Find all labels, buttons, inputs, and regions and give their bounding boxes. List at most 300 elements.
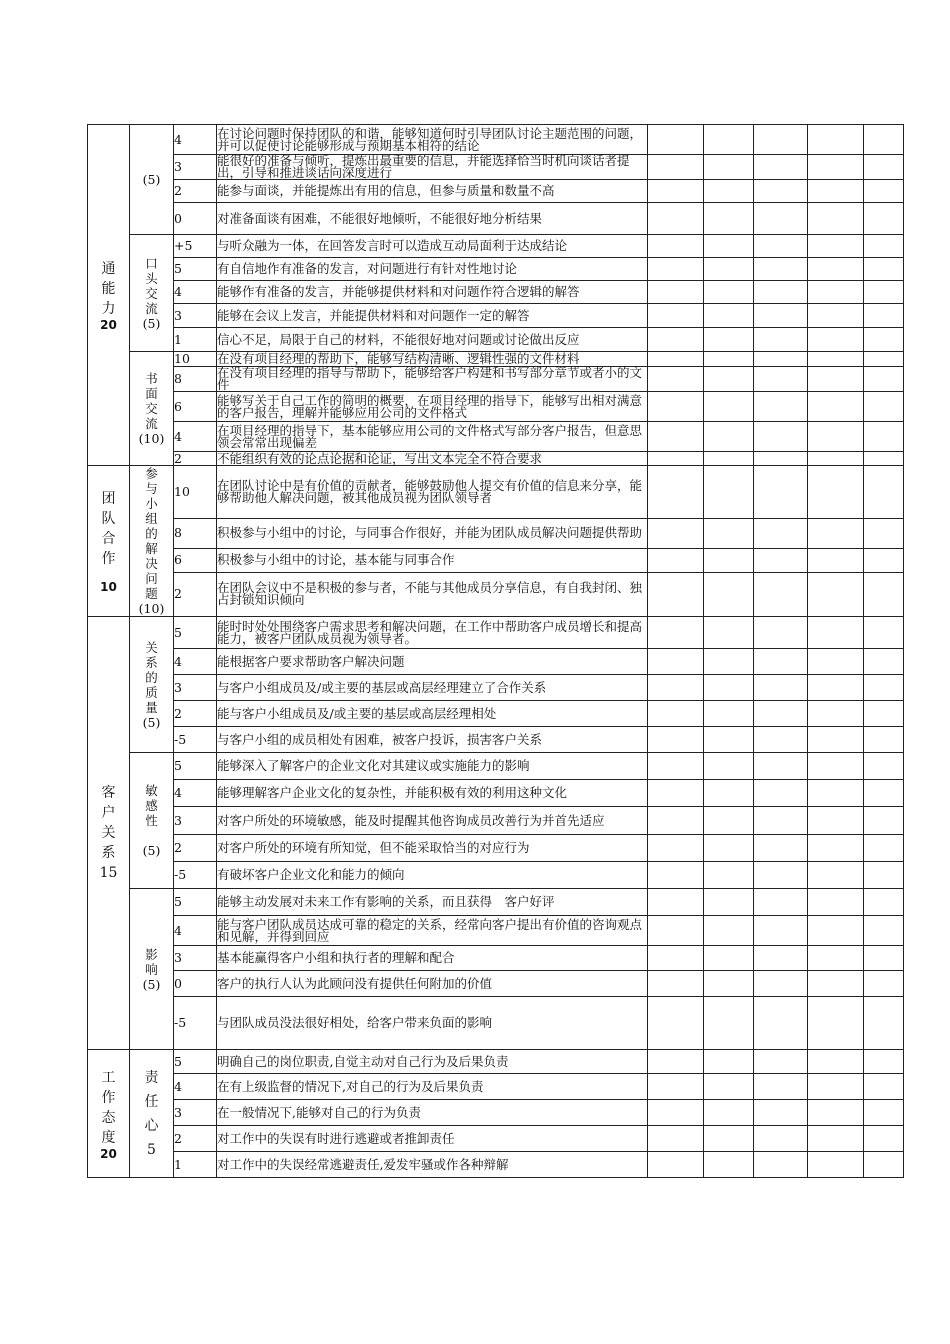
rating-cell[interactable] — [754, 422, 808, 452]
rating-cell[interactable] — [808, 452, 864, 466]
subcategory-cell — [130, 617, 174, 753]
rating-cell[interactable] — [648, 258, 704, 281]
rating-cell[interactable] — [754, 367, 808, 392]
description-cell: 能够作有准备的发言，并能够提供材料和对问题作符合逻辑的解答 — [217, 281, 648, 304]
rating-cell[interactable] — [704, 617, 754, 649]
rating-cell[interactable] — [808, 997, 864, 1050]
rating-cell[interactable] — [754, 1152, 808, 1178]
rating-cell[interactable] — [808, 753, 864, 780]
score-cell: 3 — [174, 1100, 217, 1126]
description-cell: 明确自己的岗位职责,自觉主动对自己行为及后果负责 — [217, 1050, 648, 1074]
rating-cell[interactable] — [648, 997, 704, 1050]
table-row — [88, 518, 904, 548]
rating-cell[interactable] — [808, 281, 864, 304]
rating-cell[interactable] — [808, 392, 864, 422]
score-cell: 3 — [174, 304, 217, 328]
rating-cell[interactable] — [648, 281, 704, 304]
rating-cell[interactable] — [864, 258, 904, 281]
table-row — [88, 548, 904, 572]
rating-cell[interactable] — [704, 367, 754, 392]
rating-cell[interactable] — [864, 753, 904, 780]
rating-cell[interactable] — [648, 203, 704, 235]
rating-cell[interactable] — [864, 807, 904, 835]
table-row — [88, 889, 904, 916]
rating-cell[interactable] — [808, 304, 864, 328]
rating-cell[interactable] — [864, 835, 904, 862]
rating-cell[interactable] — [704, 971, 754, 997]
subcategory-label: 敏 感 性 (5) — [142, 783, 161, 858]
rating-cell[interactable] — [754, 235, 808, 258]
rating-cell[interactable] — [864, 675, 904, 701]
category-score: 20 — [100, 318, 117, 332]
category-score: 20 — [100, 1146, 117, 1161]
rating-cell[interactable] — [704, 727, 754, 753]
score-cell: 3 — [174, 675, 217, 701]
score-cell: 0 — [174, 203, 217, 235]
rating-cell[interactable] — [754, 304, 808, 328]
rating-cell[interactable] — [754, 1126, 808, 1152]
rating-cell[interactable] — [704, 997, 754, 1050]
rating-cell[interactable] — [864, 889, 904, 916]
description-cell: 在讨论问题时保持团队的和谐，能够知道何时引导团队讨论主题范围的问题，并可以促使讨论能够形成与预期基本相符的结论 — [217, 125, 648, 155]
table-row — [88, 180, 904, 203]
rating-cell[interactable] — [864, 466, 904, 519]
rating-cell[interactable] — [808, 328, 864, 352]
rating-cell[interactable] — [648, 155, 704, 180]
score-cell: 0 — [174, 971, 217, 997]
category-score: 10 — [100, 580, 117, 594]
description-cell: 在一般情况下,能够对自己的行为负责 — [217, 1100, 648, 1126]
table-row — [88, 946, 904, 971]
rating-cell[interactable] — [864, 1100, 904, 1126]
rating-cell[interactable] — [808, 518, 864, 548]
score-cell: 5 — [174, 258, 217, 281]
table-row — [88, 835, 904, 862]
rating-cell[interactable] — [808, 548, 864, 572]
rating-cell[interactable] — [648, 392, 704, 422]
score-cell: 4 — [174, 916, 217, 946]
score-cell: 4 — [174, 780, 217, 807]
rating-cell[interactable] — [704, 452, 754, 466]
rating-cell[interactable] — [864, 1050, 904, 1074]
description-cell: 能很好的准备与倾听，提炼出最重要的信息，并能选择恰当时机向谈话者提出，引导和推进谈话向深度进行 — [217, 155, 648, 180]
rating-cell[interactable] — [648, 1050, 704, 1074]
category-cell — [88, 617, 130, 1050]
rating-cell[interactable] — [808, 180, 864, 203]
rating-cell[interactable] — [808, 835, 864, 862]
rating-cell[interactable] — [648, 753, 704, 780]
rating-cell[interactable] — [808, 125, 864, 155]
description-cell: 对工作中的失误经常逃避责任,爱发牢骚或作各种辩解 — [217, 1152, 648, 1178]
subcategory-cell — [130, 1050, 174, 1178]
rating-cell[interactable] — [704, 281, 754, 304]
score-cell: 4 — [174, 1074, 217, 1100]
table-body — [88, 125, 904, 1178]
description-cell: 客户的执行人认为此顾问没有提供任何附加的价值 — [217, 971, 648, 997]
rating-cell[interactable] — [648, 367, 704, 392]
score-cell: -5 — [174, 862, 217, 889]
rating-cell[interactable] — [864, 862, 904, 889]
subcategory-label: 书 面 交 流 (10) — [138, 371, 165, 446]
rating-cell[interactable] — [754, 548, 808, 572]
description-cell: 能够深入了解客户的企业文化对其建议或实施能力的影响 — [217, 753, 648, 780]
rating-cell[interactable] — [864, 180, 904, 203]
score-cell: 10 — [174, 466, 217, 519]
rating-cell[interactable] — [808, 258, 864, 281]
rating-cell[interactable] — [704, 422, 754, 452]
rating-cell[interactable] — [704, 701, 754, 727]
description-cell: 与客户小组的成员相处有困难，被客户投诉，损害客户关系 — [217, 727, 648, 753]
description-cell: 有破坏客户企业文化和能力的倾向 — [217, 862, 648, 889]
rating-cell[interactable] — [704, 392, 754, 422]
rating-cell[interactable] — [648, 649, 704, 675]
rating-cell[interactable] — [754, 971, 808, 997]
rating-cell[interactable] — [808, 889, 864, 916]
description-cell: 能根据客户要求帮助客户解决问题 — [217, 649, 648, 675]
rating-cell[interactable] — [808, 155, 864, 180]
rating-cell[interactable] — [648, 727, 704, 753]
rating-cell[interactable] — [704, 1126, 754, 1152]
rating-cell[interactable] — [754, 572, 808, 616]
rating-cell[interactable] — [808, 946, 864, 971]
table-row — [88, 753, 904, 780]
rating-cell[interactable] — [648, 617, 704, 649]
description-cell: 对工作中的失误有时进行逃避或者推卸责任 — [217, 1126, 648, 1152]
description-cell: 能时时处处围绕客户需求思考和解决问题，在工作中帮助客户成员增长和提高能力，被客户团队成员视为领导者。 — [217, 617, 648, 649]
rating-cell[interactable] — [864, 155, 904, 180]
rating-cell[interactable] — [648, 889, 704, 916]
description-cell: 有自信地作有准备的发言，对问题进行有针对性地讨论 — [217, 258, 648, 281]
rating-cell[interactable] — [648, 452, 704, 466]
score-cell: -5 — [174, 727, 217, 753]
table-row — [88, 675, 904, 701]
table-row — [88, 1152, 904, 1178]
rating-cell[interactable] — [648, 328, 704, 352]
rating-cell[interactable] — [864, 1126, 904, 1152]
rating-cell[interactable] — [808, 916, 864, 946]
subcategory-cell — [130, 466, 174, 617]
rating-cell[interactable] — [754, 125, 808, 155]
rating-cell[interactable] — [704, 304, 754, 328]
evaluation-table — [87, 124, 904, 1178]
category-cell — [88, 466, 130, 617]
rating-cell[interactable] — [864, 727, 904, 753]
description-cell: 不能组织有效的论点论据和论证，写出文本完全不符合要求 — [217, 452, 648, 466]
rating-cell[interactable] — [864, 971, 904, 997]
score-cell: 8 — [174, 518, 217, 548]
rating-cell[interactable] — [754, 352, 808, 367]
rating-cell[interactable] — [864, 452, 904, 466]
rating-cell[interactable] — [704, 1050, 754, 1074]
rating-cell[interactable] — [864, 203, 904, 235]
rating-cell[interactable] — [754, 675, 808, 701]
rating-cell[interactable] — [754, 452, 808, 466]
rating-cell[interactable] — [648, 675, 704, 701]
rating-cell[interactable] — [864, 649, 904, 675]
rating-cell[interactable] — [808, 1100, 864, 1126]
rating-cell[interactable] — [704, 889, 754, 916]
rating-cell[interactable] — [648, 1152, 704, 1178]
rating-cell[interactable] — [864, 916, 904, 946]
rating-cell[interactable] — [648, 180, 704, 203]
rating-cell[interactable] — [754, 946, 808, 971]
score-cell: 5 — [174, 753, 217, 780]
rating-cell[interactable] — [648, 352, 704, 367]
description-cell: 对准备面谈有困难，不能很好地倾听，不能很好地分析结果 — [217, 203, 648, 235]
rating-cell[interactable] — [704, 675, 754, 701]
rating-cell[interactable] — [808, 1152, 864, 1178]
table-row — [88, 392, 904, 422]
rating-cell[interactable] — [704, 649, 754, 675]
rating-cell[interactable] — [648, 518, 704, 548]
rating-cell[interactable] — [808, 701, 864, 727]
rating-cell[interactable] — [754, 889, 808, 916]
score-cell: 1 — [174, 328, 217, 352]
description-cell: 能够理解客户企业文化的复杂性，并能积极有效的利用这种文化 — [217, 780, 648, 807]
rating-cell[interactable] — [808, 367, 864, 392]
rating-cell[interactable] — [648, 304, 704, 328]
rating-cell[interactable] — [754, 862, 808, 889]
rating-cell[interactable] — [864, 946, 904, 971]
rating-cell[interactable] — [704, 235, 754, 258]
rating-cell[interactable] — [704, 466, 754, 519]
description-cell: 对客户所处的环境有所知觉，但不能采取恰当的对应行为 — [217, 835, 648, 862]
subcategory-cell — [130, 753, 174, 889]
score-cell: 6 — [174, 548, 217, 572]
table-row — [88, 328, 904, 352]
rating-cell[interactable] — [754, 258, 808, 281]
table-row — [88, 572, 904, 616]
rating-cell[interactable] — [648, 780, 704, 807]
rating-cell[interactable] — [704, 835, 754, 862]
description-cell: 在有上级监督的情况下,对自己的行为及后果负责 — [217, 1074, 648, 1100]
rating-cell[interactable] — [754, 780, 808, 807]
rating-cell[interactable] — [704, 180, 754, 203]
subcategory-label: (5) — [142, 172, 161, 187]
rating-cell[interactable] — [808, 572, 864, 616]
rating-cell[interactable] — [864, 572, 904, 616]
table-row — [88, 649, 904, 675]
rating-cell[interactable] — [864, 422, 904, 452]
table-row — [88, 367, 904, 392]
rating-cell[interactable] — [648, 862, 704, 889]
rating-cell[interactable] — [648, 701, 704, 727]
rating-cell[interactable] — [754, 701, 808, 727]
rating-cell[interactable] — [754, 392, 808, 422]
rating-cell[interactable] — [864, 125, 904, 155]
score-cell: 4 — [174, 422, 217, 452]
rating-cell[interactable] — [704, 328, 754, 352]
rating-cell[interactable] — [864, 997, 904, 1050]
rating-cell[interactable] — [754, 617, 808, 649]
score-cell: 4 — [174, 125, 217, 155]
rating-cell[interactable] — [704, 916, 754, 946]
table-row — [88, 1074, 904, 1100]
category-label: 工 作 态 度 — [101, 1069, 116, 1146]
score-cell: -5 — [174, 997, 217, 1050]
rating-cell[interactable] — [704, 1100, 754, 1126]
score-cell: 8 — [174, 367, 217, 392]
score-cell: 10 — [174, 352, 217, 367]
rating-cell[interactable] — [648, 235, 704, 258]
rating-cell[interactable] — [808, 235, 864, 258]
rating-cell[interactable] — [808, 203, 864, 235]
rating-cell[interactable] — [864, 392, 904, 422]
rating-cell[interactable] — [864, 780, 904, 807]
rating-cell[interactable] — [808, 727, 864, 753]
table-row — [88, 617, 904, 649]
rating-cell[interactable] — [648, 1100, 704, 1126]
rating-cell[interactable] — [648, 1074, 704, 1100]
table-row — [88, 203, 904, 235]
rating-cell[interactable] — [864, 1074, 904, 1100]
score-cell: 4 — [174, 281, 217, 304]
rating-cell[interactable] — [754, 1050, 808, 1074]
rating-cell[interactable] — [704, 946, 754, 971]
table-row — [88, 258, 904, 281]
rating-cell[interactable] — [704, 125, 754, 155]
rating-cell[interactable] — [648, 916, 704, 946]
rating-cell[interactable] — [864, 701, 904, 727]
rating-cell[interactable] — [704, 1152, 754, 1178]
rating-cell[interactable] — [808, 807, 864, 835]
rating-cell[interactable] — [704, 862, 754, 889]
rating-cell[interactable] — [754, 997, 808, 1050]
rating-cell[interactable] — [864, 235, 904, 258]
score-cell: 2 — [174, 452, 217, 466]
rating-cell[interactable] — [648, 572, 704, 616]
rating-cell[interactable] — [808, 1126, 864, 1152]
table-row — [88, 125, 904, 155]
rating-cell[interactable] — [864, 1152, 904, 1178]
table-row — [88, 422, 904, 452]
table-row — [88, 281, 904, 304]
description-cell: 能参与面谈，并能提炼出有用的信息，但参与质量和数量不高 — [217, 180, 648, 203]
description-cell: 积极参与小组中的讨论，与同事合作很好，并能为团队成员解决问题提供帮助 — [217, 518, 648, 548]
rating-cell[interactable] — [754, 807, 808, 835]
rating-cell[interactable] — [648, 548, 704, 572]
table-row — [88, 971, 904, 997]
description-cell: 信心不足，局限于自己的材料，不能很好地对问题或讨论做出反应 — [217, 328, 648, 352]
rating-cell[interactable] — [648, 946, 704, 971]
rating-cell[interactable] — [864, 617, 904, 649]
score-cell: 5 — [174, 889, 217, 916]
rating-cell[interactable] — [704, 807, 754, 835]
rating-cell[interactable] — [648, 125, 704, 155]
subcategory-cell — [130, 235, 174, 352]
rating-cell[interactable] — [704, 753, 754, 780]
rating-cell[interactable] — [704, 548, 754, 572]
rating-cell[interactable] — [704, 1074, 754, 1100]
rating-cell[interactable] — [754, 753, 808, 780]
rating-cell[interactable] — [648, 1126, 704, 1152]
table-row — [88, 452, 904, 466]
rating-cell[interactable] — [648, 422, 704, 452]
rating-cell[interactable] — [704, 572, 754, 616]
description-cell: 积极参与小组中的讨论，基本能与同事合作 — [217, 548, 648, 572]
score-cell: 2 — [174, 1126, 217, 1152]
description-cell: 在没有项目经理的指导与帮助下，能够给客户构建和书写部分章节或者小的文件 — [217, 367, 648, 392]
score-cell: 4 — [174, 649, 217, 675]
rating-cell[interactable] — [864, 352, 904, 367]
rating-cell[interactable] — [864, 518, 904, 548]
score-cell: 5 — [174, 1050, 217, 1074]
rating-cell[interactable] — [808, 422, 864, 452]
rating-cell[interactable] — [704, 258, 754, 281]
rating-cell[interactable] — [754, 155, 808, 180]
score-cell: 3 — [174, 946, 217, 971]
rating-cell[interactable] — [754, 1074, 808, 1100]
table-row — [88, 235, 904, 258]
category-label: 通 能 力 — [101, 261, 116, 317]
rating-cell[interactable] — [704, 155, 754, 180]
rating-cell[interactable] — [808, 862, 864, 889]
table-row — [88, 1126, 904, 1152]
table-row — [88, 916, 904, 946]
rating-cell[interactable] — [648, 466, 704, 519]
score-cell: 2 — [174, 835, 217, 862]
rating-cell[interactable] — [808, 675, 864, 701]
rating-cell[interactable] — [754, 518, 808, 548]
rating-cell[interactable] — [864, 281, 904, 304]
rating-cell[interactable] — [754, 281, 808, 304]
rating-cell[interactable] — [754, 727, 808, 753]
rating-cell[interactable] — [648, 971, 704, 997]
table-row — [88, 701, 904, 727]
rating-cell[interactable] — [754, 203, 808, 235]
rating-cell[interactable] — [754, 649, 808, 675]
rating-cell[interactable] — [864, 367, 904, 392]
subcategory-cell — [130, 125, 174, 235]
score-cell: 2 — [174, 180, 217, 203]
rating-cell[interactable] — [754, 835, 808, 862]
rating-cell[interactable] — [808, 1050, 864, 1074]
rating-cell[interactable] — [864, 328, 904, 352]
rating-cell[interactable] — [808, 649, 864, 675]
rating-cell[interactable] — [808, 971, 864, 997]
score-cell: 5 — [174, 617, 217, 649]
rating-cell[interactable] — [754, 466, 808, 519]
rating-cell[interactable] — [808, 617, 864, 649]
description-cell: 在项目经理的指导下，基本能够应用公司的文件格式写部分客户报告，但意思领会常常出现偏差 — [217, 422, 648, 452]
description-cell: 在团队会议中不是积极的参与者，不能与其他成员分享信息，有自我封闭、独占封锁知识倾向 — [217, 572, 648, 616]
rating-cell[interactable] — [648, 835, 704, 862]
rating-cell[interactable] — [754, 328, 808, 352]
score-cell: 2 — [174, 572, 217, 616]
rating-cell[interactable] — [704, 518, 754, 548]
description-cell: 与客户小组成员及/或主要的基层或高层经理建立了合作关系 — [217, 675, 648, 701]
rating-cell[interactable] — [648, 807, 704, 835]
rating-cell[interactable] — [754, 1100, 808, 1126]
category-cell — [88, 1050, 130, 1178]
rating-cell[interactable] — [754, 916, 808, 946]
rating-cell[interactable] — [808, 780, 864, 807]
description-cell: 对客户所处的环境敏感，能及时提醒其他咨询成员改善行为并首先适应 — [217, 807, 648, 835]
rating-cell[interactable] — [808, 1074, 864, 1100]
rating-cell[interactable] — [704, 352, 754, 367]
score-cell: 3 — [174, 155, 217, 180]
description-cell: 在没有项目经理的帮助下，能够写结构清晰、逻辑性强的文件材料 — [217, 352, 648, 367]
rating-cell[interactable] — [808, 352, 864, 367]
rating-cell[interactable] — [808, 466, 864, 519]
rating-cell[interactable] — [754, 180, 808, 203]
rating-cell[interactable] — [864, 548, 904, 572]
score-cell: 2 — [174, 701, 217, 727]
rating-cell[interactable] — [864, 304, 904, 328]
rating-cell[interactable] — [704, 780, 754, 807]
rating-cell[interactable] — [704, 203, 754, 235]
table-row — [88, 304, 904, 328]
